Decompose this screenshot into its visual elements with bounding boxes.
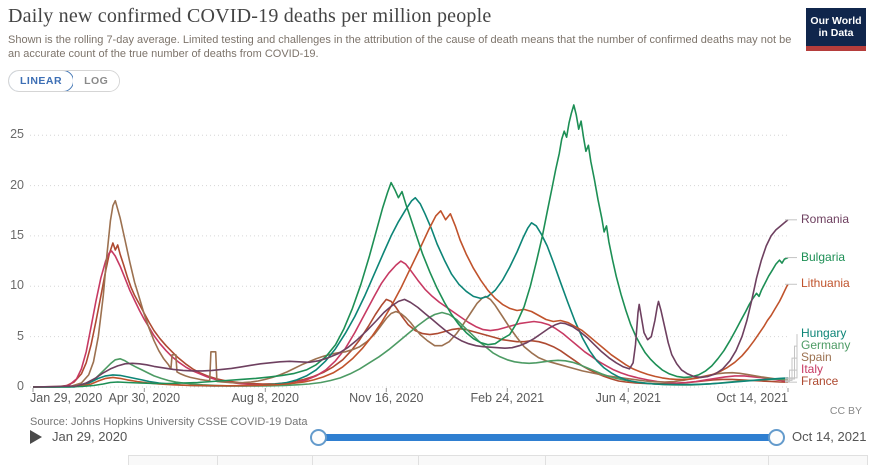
legend-label-spain[interactable]: Spain bbox=[801, 350, 832, 365]
timeline-end-date: Oct 14, 2021 bbox=[792, 429, 867, 444]
y-axis-label: 15 bbox=[10, 227, 24, 242]
y-axis-label: 10 bbox=[10, 278, 24, 293]
linear-button[interactable]: LINEAR bbox=[8, 70, 74, 92]
y-axis-label: 20 bbox=[10, 177, 24, 192]
legend-leader-line bbox=[785, 346, 797, 379]
series-line-romania[interactable] bbox=[33, 220, 788, 387]
legend-label-lithuania[interactable]: Lithuania bbox=[801, 276, 850, 291]
x-axis-label: Jun 4, 2021 bbox=[595, 391, 661, 405]
x-axis-label: Feb 24, 2021 bbox=[470, 391, 545, 405]
legend-leader-line bbox=[785, 334, 797, 378]
timeline-handle-end[interactable] bbox=[768, 429, 785, 446]
legend-label-germany[interactable]: Germany bbox=[801, 338, 851, 353]
log-button[interactable]: LOG bbox=[73, 71, 119, 91]
timeline-start-date: Jan 29, 2020 bbox=[52, 429, 128, 444]
table-column-divider bbox=[545, 456, 546, 465]
legend-label-bulgaria[interactable]: Bulgaria bbox=[801, 249, 846, 264]
y-axis-label: 25 bbox=[10, 127, 24, 142]
chart-subtitle: Shown is the rolling 7-day average. Limited testing and challenges in the attribution of the cause of death means that the number of confirmed deaths may not be an accurate count of the true number of deaths from COVID-19. bbox=[8, 34, 792, 60]
legend-label-romania[interactable]: Romania bbox=[801, 211, 850, 226]
timeline-slider-track[interactable] bbox=[318, 434, 776, 441]
series-line-bulgaria[interactable] bbox=[33, 105, 788, 387]
table-column-divider bbox=[418, 456, 419, 465]
source-note: Source: Johns Hopkins University CSSE COVID-19 Data bbox=[30, 416, 308, 428]
x-axis-label: Aug 8, 2020 bbox=[231, 391, 300, 405]
x-axis-label: Oct 14, 2021 bbox=[716, 391, 788, 405]
page-title: Daily new confirmed COVID-19 deaths per million people bbox=[8, 5, 492, 27]
legend-label-hungary[interactable]: Hungary bbox=[801, 326, 847, 341]
x-axis-label: Apr 30, 2020 bbox=[108, 391, 181, 405]
legend-leader-line bbox=[785, 358, 797, 380]
x-axis-label: Nov 16, 2020 bbox=[349, 391, 424, 405]
x-axis-label: Jan 29, 2020 bbox=[30, 391, 103, 405]
license-label[interactable]: CC BY bbox=[829, 405, 862, 417]
legend-label-italy[interactable]: Italy bbox=[801, 362, 824, 377]
legend-label-france[interactable]: France bbox=[801, 374, 839, 389]
table-column-divider bbox=[217, 456, 218, 465]
timeline-handle-start[interactable] bbox=[310, 429, 327, 446]
play-button[interactable] bbox=[30, 430, 42, 444]
owid-logo-text: Our World in Data bbox=[806, 8, 866, 46]
table-column-divider bbox=[768, 456, 769, 465]
preview-table bbox=[128, 455, 868, 465]
y-axis-label: 0 bbox=[17, 379, 24, 393]
table-column-divider bbox=[312, 456, 313, 465]
y-axis-label: 5 bbox=[17, 328, 24, 343]
